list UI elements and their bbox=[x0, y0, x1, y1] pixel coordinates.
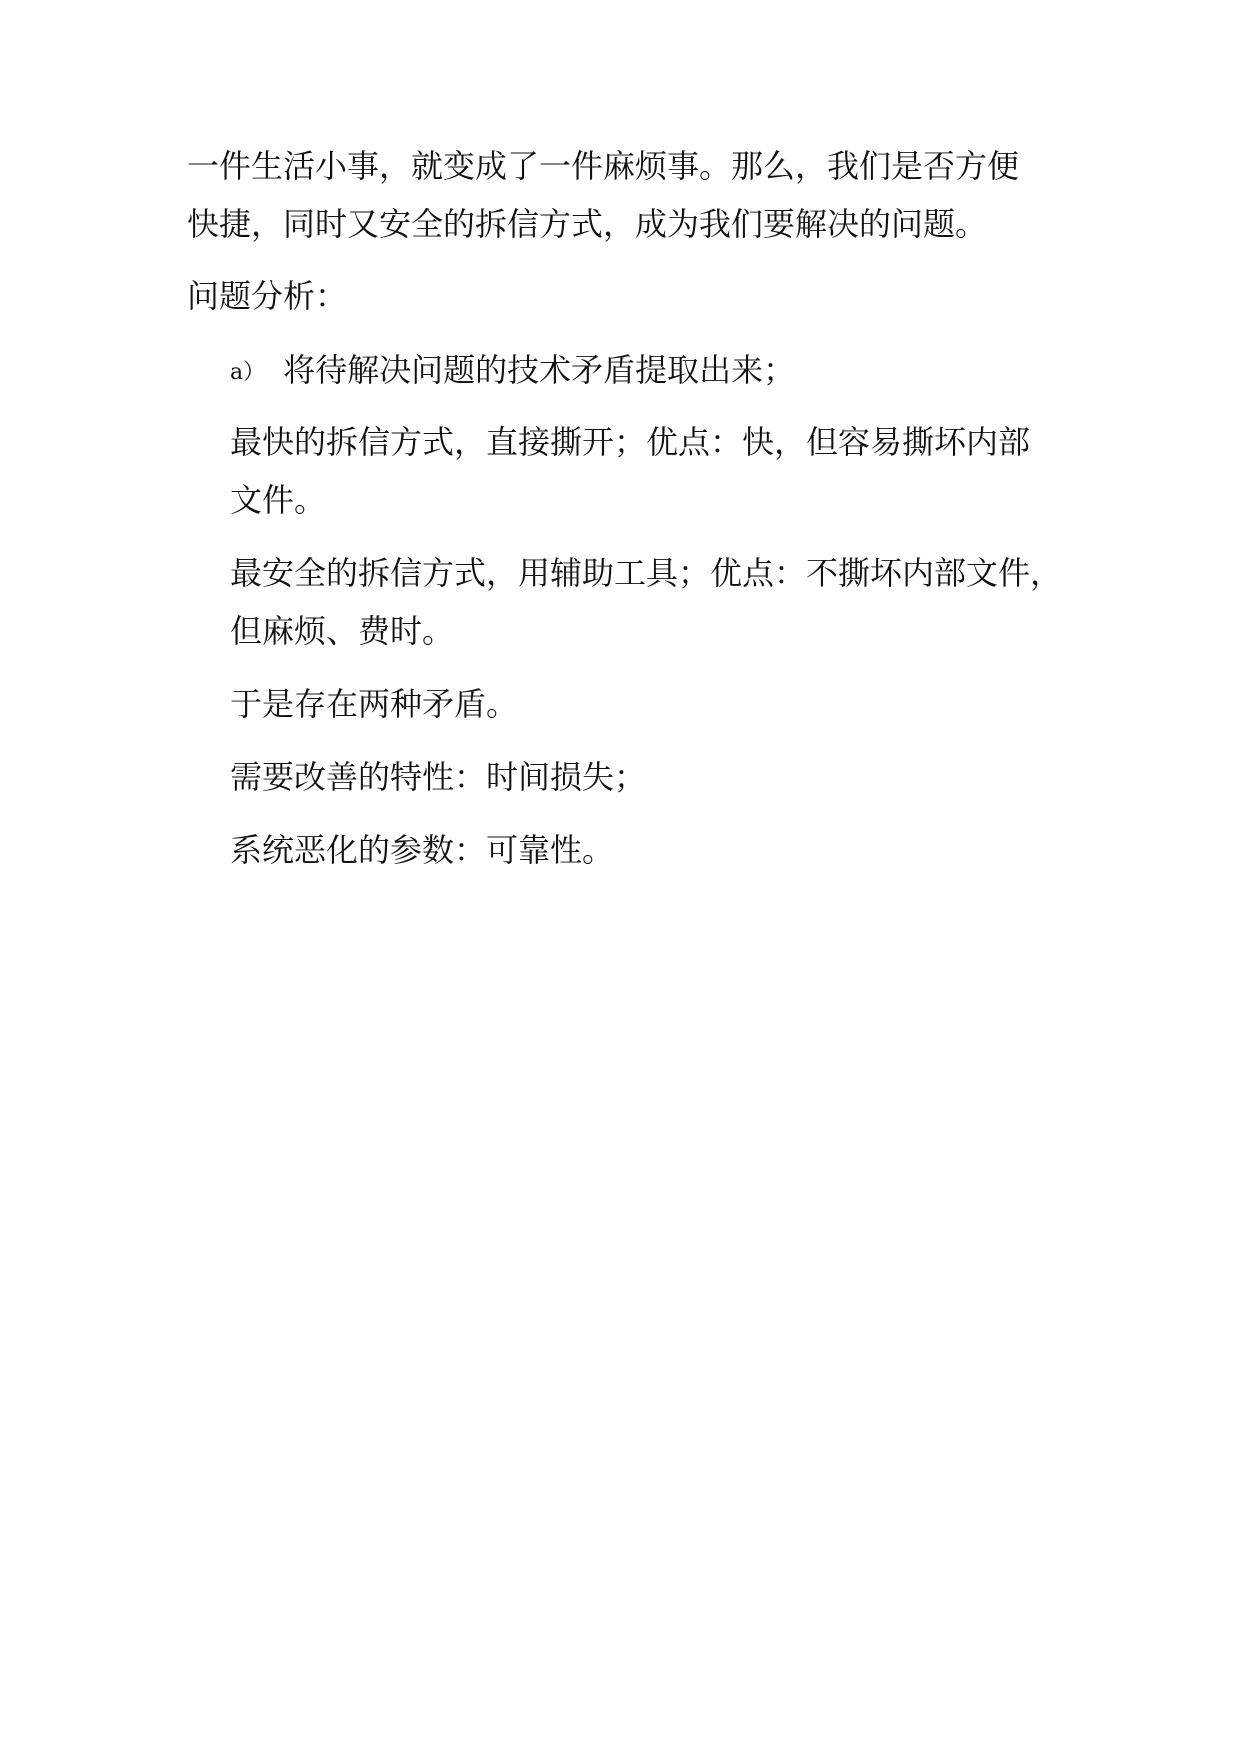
list-item-a bbox=[230, 350, 795, 393]
paragraph-contradiction: 于是存在两种矛盾。 bbox=[230, 685, 519, 723]
paragraph-worsened-param: 系统恶化的参数：可靠性。 bbox=[230, 831, 615, 869]
list-marker: a） bbox=[230, 360, 266, 385]
paragraph-fastest-line-2: 文件。 bbox=[230, 481, 327, 519]
section-heading: 问题分析： bbox=[187, 277, 348, 315]
intro-line-2: 快捷，同时又安全的拆信方式，成为我们要解决的问题。 bbox=[187, 205, 988, 243]
paragraph-safest-line-1: 最安全的拆信方式，用辅助工具；优点：不撕坏内部文件， bbox=[230, 554, 1063, 592]
list-item-text: 将待解决问题的技术矛盾提取出来； bbox=[283, 351, 796, 389]
paragraph-improve-feature: 需要改善的特性：时间损失； bbox=[230, 758, 647, 796]
paragraph-safest-line-2: 但麻烦、费时。 bbox=[230, 612, 455, 650]
paragraph-fastest-line-1: 最快的拆信方式，直接撕开；优点：快，但容易撕坏内部 bbox=[230, 423, 1031, 461]
intro-line-1: 一件生活小事，就变成了一件麻烦事。那么，我们是否方便 bbox=[187, 147, 1020, 185]
